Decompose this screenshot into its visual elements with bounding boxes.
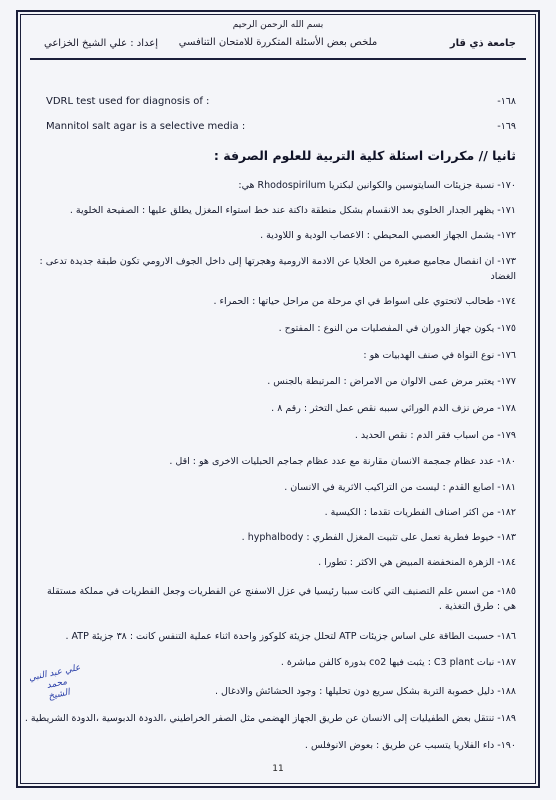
question-item: ١٨٠- عدد عظام جمجمة الانسان مقارنة مع عدد عظام جماجم الحبليات الاخرى هو : اقل . — [169, 456, 516, 467]
question-item: ١٧٠- نسبة جزيئات السايتوسين والكوانين لبكتريا Rhodospirilum هي: — [238, 180, 516, 191]
question-number: -١٦٩ — [497, 121, 516, 132]
question-item: ١٨٤- الزهرة المنخفضة المبيض هي الاكثر : تطورا . — [318, 557, 516, 568]
question-item: ١٨٨- دليل خصوبة التربة بشكل سريع دون تحليلها : وجود الحشائش والادغال . — [214, 686, 516, 697]
university-name: جامعة ذي قار — [449, 38, 516, 49]
question-item: ١٧١- يظهر الجدار الخلوي بعد الانقسام بشكل منطقة داكنة عند خط استواء المغزل يطلق عليها : الصفيحة الخلوية . — [69, 205, 516, 216]
question-item: ١٧٩- من اسباب فقر الدم : نقص الحديد . — [354, 430, 516, 441]
question-number: -١٦٨ — [497, 96, 516, 107]
page-number: 11 — [272, 764, 284, 774]
question-item: ١٧٧- يعتبر مرض عمى الالوان من الامراض : المرتبطة بالجنس . — [267, 376, 516, 387]
question-item: ١٧٤- طحالب لاتحتوي على اسواط في اي مرحلة من مراحل حياتها : الحمراء . — [213, 296, 516, 307]
question-item: ١٨٩- تنتقل بعض الطفيليات إلى الانسان عن طريق الجهاز الهضمي مثل الصفر الخراطيني ،الدودة الدبوسية ،الدودة الشريطية . — [24, 713, 516, 724]
english-question: Mannitol salt agar is a selective media : — [46, 121, 246, 132]
english-question: VDRL test used for diagnosis of : — [46, 96, 210, 107]
question-item: ١٧٣- ان انفصال مجاميع صغيرة من الخلايا عن الادمة الارومية وهجرتها إلى داخل الجوف الارومي تكون طبقة جديدة تدعى : الغضاد — [39, 256, 516, 282]
question-item: ١٨٦- حسبت الطاقة على اساس جزيئات ATP لتحلل جزيئة كلوكوز واحدة اثناء عملية التنفس كانت : ٣٨ جزيئة ATP . — [65, 631, 516, 642]
question-item: ١٩٠- داء الفلاريا يتسبب عن طريق : بعوض الانوفلس . — [304, 740, 516, 751]
question-item: ١٧٦- نوع النواة في صنف الهدبيات هو : — [363, 350, 516, 361]
stamp-line: الشيخ — [47, 687, 71, 702]
question-item: ١٧٢- يشمل الجهاز العصبي المحيطي : الاعصاب الودية و اللاودية . — [260, 230, 516, 241]
basmala: بسم الله الرحمن الرحيم — [232, 20, 324, 30]
question-item: ١٨٣- خيوط فطرية تعمل على تثبيت المغزل الفطري : hyphalbody . — [241, 532, 516, 543]
question-item: ١٧٨- مرض نزف الدم الوراثي سببه نقص عمل التخثر : رقم ٨ . — [271, 403, 516, 414]
header-rule — [30, 58, 526, 60]
question-item: ١٨٢- من اكثر اصناف الفطريات تقدما : الكيسية . — [324, 507, 516, 518]
document-title: ملخص بعض الأسئلة المتكررة للامتحان التنافسي — [178, 37, 378, 48]
question-item: ١٨٥- من اسس علم التصنيف التي كانت سببا رئيسيا في عزل الاسفنج عن الفطريات وجعل الفطريات في مملكة مستقلة هي : طرق التغذية . — [46, 586, 516, 612]
section-title: ثانيا // مكررات اسئلة كلية التربية للعلوم الصرفة : — [213, 148, 516, 163]
author-credit: إعداد : علي الشيخ الخزاعي — [44, 38, 159, 49]
question-item: ١٨١- اصابع القدم : ليست من التراكيب الاثرية في الانسان . — [284, 482, 516, 493]
question-item: ١٨٧- نبات C3 plant : يثبت فيها co2 بدورة كالفن مباشرة . — [280, 657, 516, 668]
question-item: ١٧٥- يكون جهاز الدوران في المفصليات من النوع : المفتوح . — [278, 323, 516, 334]
stamp-line: علي عبد النبي محمد — [27, 662, 82, 692]
